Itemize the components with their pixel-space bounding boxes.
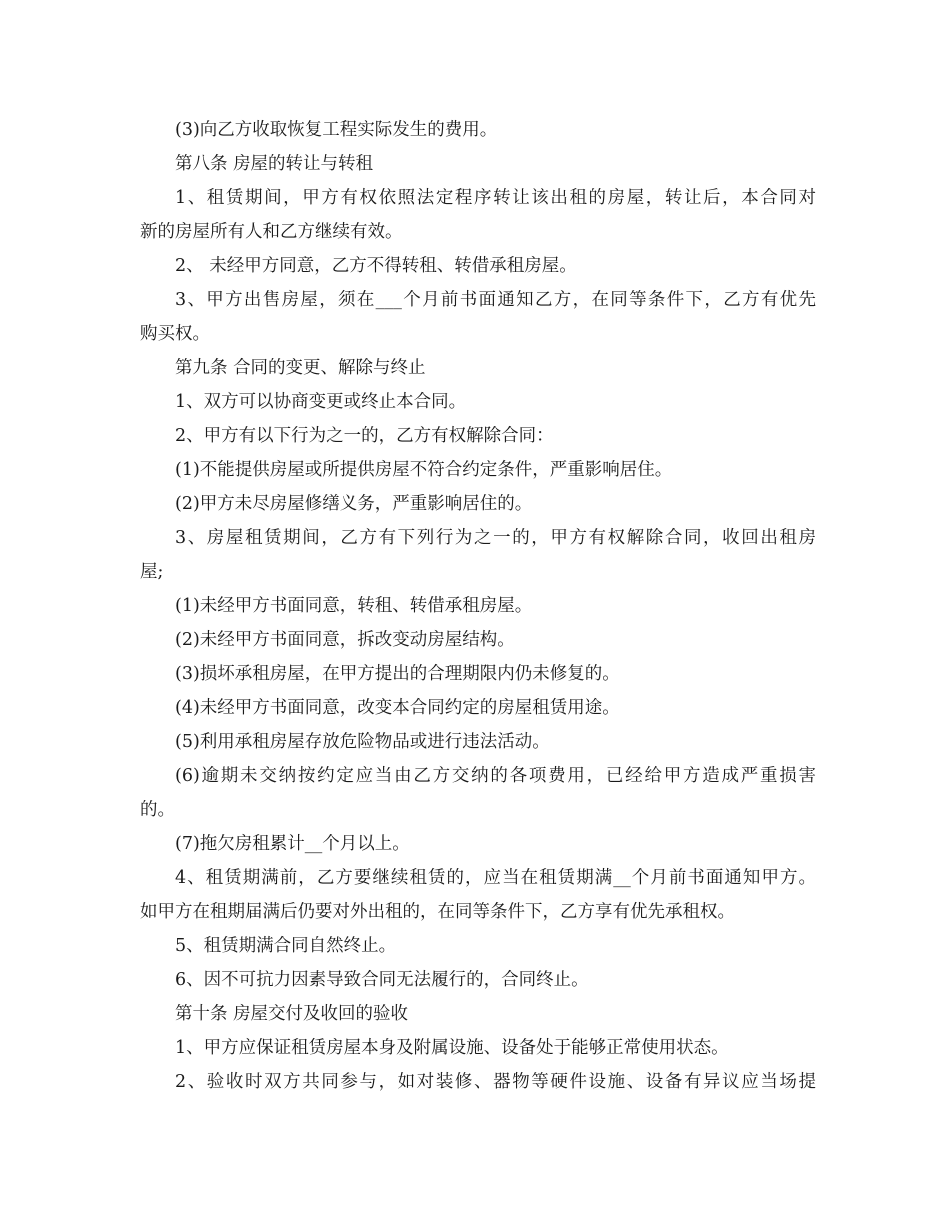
- text-line: (3)向乙方收取恢复工程实际发生的费用。: [175, 120, 498, 140]
- text-line: (3)损坏承租房屋，在甲方提出的合理期限内仍未修复的。: [175, 664, 620, 684]
- text-line: 如甲方在租期届满后仍要对外出租的，在同等条件下，乙方享有优先承租权。: [140, 902, 735, 922]
- text-line: (6)逾期未交纳按约定应当由乙方交纳的各项费用，已经给甲方造成严重损害: [175, 766, 816, 786]
- text-line: 1、双方可以协商变更或终止本合同。: [175, 392, 467, 412]
- text-line: 6、因不可抗力因素导致合同无法履行的，合同终止。: [175, 970, 589, 990]
- section-heading-10: 第十条 房屋交付及收回的验收: [175, 1004, 409, 1024]
- text-line: (4)未经甲方书面同意，改变本合同约定的房屋租赁用途。: [175, 698, 620, 718]
- text-line: 购买权。: [140, 324, 210, 344]
- text-line: 2、甲方有以下行为之一的，乙方有权解除合同：: [175, 426, 554, 446]
- text-line: 5、租赁期满合同自然终止。: [175, 936, 397, 956]
- text-line: 1、租赁期间，甲方有权依照法定程序转让该出租的房屋，转让后，本合同对: [175, 188, 816, 208]
- text-line: 新的房屋所有人和乙方继续有效。: [140, 222, 403, 242]
- text-line: (2)未经甲方书面同意，拆改变动房屋结构。: [175, 630, 515, 650]
- text-line: (2)甲方未尽房屋修缮义务，严重影响居住的。: [175, 494, 533, 514]
- text-line: (1)不能提供房屋或所提供房屋不符合约定条件，严重影响居住。: [175, 460, 673, 480]
- text-line: 的。: [140, 800, 175, 820]
- text-line: 2、 未经甲方同意，乙方不得转租、转借承租房屋。: [175, 256, 577, 276]
- text-line: (1)未经甲方书面同意，转租、转借承租房屋。: [175, 596, 533, 616]
- text-line: 2、验收时双方共同参与，如对装修、器物等硬件设施、设备有异议应当场提: [175, 1072, 816, 1092]
- text-line: 4、租赁期满前，乙方要继续租赁的，应当在租赁期满__个月前书面通知甲方。: [175, 868, 816, 888]
- text-line: (5)利用承租房屋存放危险物品或进行违法活动。: [175, 732, 550, 752]
- document-body: [140, 113, 816, 1099]
- text-line: 屋;: [140, 562, 164, 582]
- text-line: 1、甲方应保证租赁房屋本身及附属设施、设备处于能够正常使用状态。: [175, 1038, 729, 1058]
- text-line: 3、房屋租赁期间，乙方有下列行为之一的，甲方有权解除合同，收回出租房: [175, 528, 816, 548]
- text-line: (7)拖欠房租累计__个月以上。: [175, 834, 410, 854]
- text-line: 3、甲方出售房屋，须在___个月前书面通知乙方，在同等条件下，乙方有优先: [175, 290, 816, 310]
- section-heading-9: 第九条 合同的变更、解除与终止: [175, 358, 426, 378]
- section-heading-8: 第八条 房屋的转让与转租: [175, 154, 374, 174]
